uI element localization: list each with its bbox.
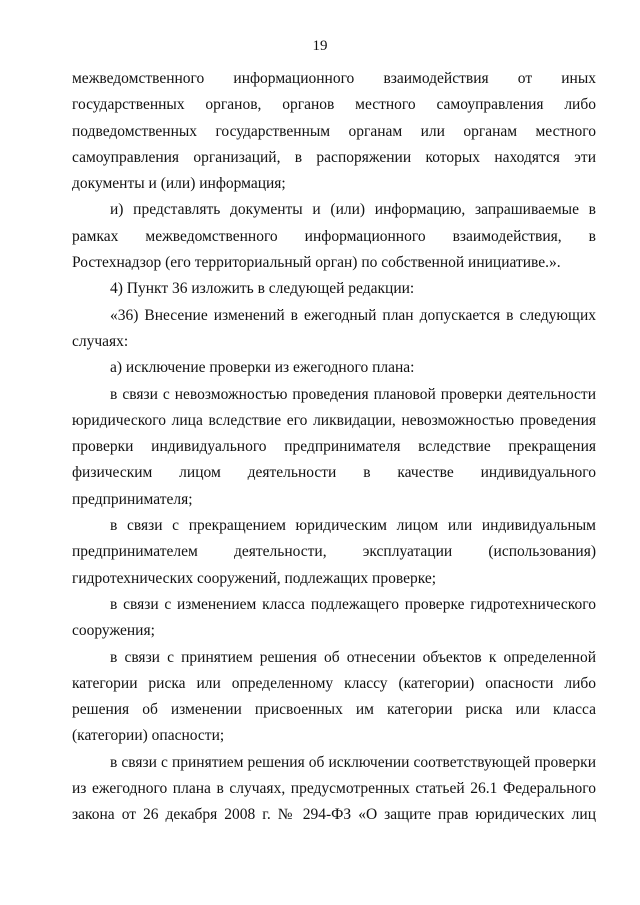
paragraph-termination: в связи с прекращением юридическим лицом или индивидуальным предпринимателем деятельности, эксплуатации (использования) гидротехнических сооружений, подлежащих проверке; bbox=[72, 517, 596, 587]
paragraph-subitem-a: а) исключение проверки из ежегодного плана: bbox=[110, 359, 415, 377]
paragraph-exclusion: в связи с принятием решения об исключении соответствующей проверки из ежегодного плана в случаях, предусмотренных статьей 26.1 Федерального закона от 26 декабря 2008 г. № 294-ФЗ «О защите прав юридических лиц bbox=[72, 753, 596, 824]
paragraph-item-i: и) представлять документы и (или) информацию, запрашиваемые в рамках межведомственного информационного взаимодействия, в Ростехнадзор (его территориальный орган) по собственной инициативе.». bbox=[72, 201, 596, 272]
paragraph-class-change: в связи с изменением класса подлежащего проверке гидротехнического сооружения; bbox=[72, 595, 596, 640]
document-body bbox=[72, 66, 596, 829]
page-number: 19 bbox=[312, 38, 328, 54]
paragraph-point-4: 4) Пункт 36 изложить в следующей редакции: bbox=[110, 280, 415, 298]
paragraph-risk-category: в связи с принятием решения об отнесении объектов к определенной категории риска или определенному классу (категории) опасности либо решения об изменении присвоенных им категории риска или класса (категории) опасности; bbox=[72, 648, 596, 745]
paragraph-continuation: межведомственного информационного взаимодействия от иных государственных органов, органов местного самоуправления либо подведомственных государственным органам или органам местного самоуправления организаций, в распоряжении которых находятся эти документы и (или) информация; bbox=[72, 70, 596, 193]
paragraph-clause-36: «36) Внесение изменений в ежегодный план допускается в следующих случаях: bbox=[72, 306, 596, 350]
paragraph-liquidation: в связи с невозможностью проведения плановой проверки деятельности юридического лица вследствие его ликвидации, невозможностью проведения проверки индивидуального предпринимателя вследствие прекращения физическим лицом деятельности в качестве индивидуального предпринимателя; bbox=[72, 385, 596, 508]
